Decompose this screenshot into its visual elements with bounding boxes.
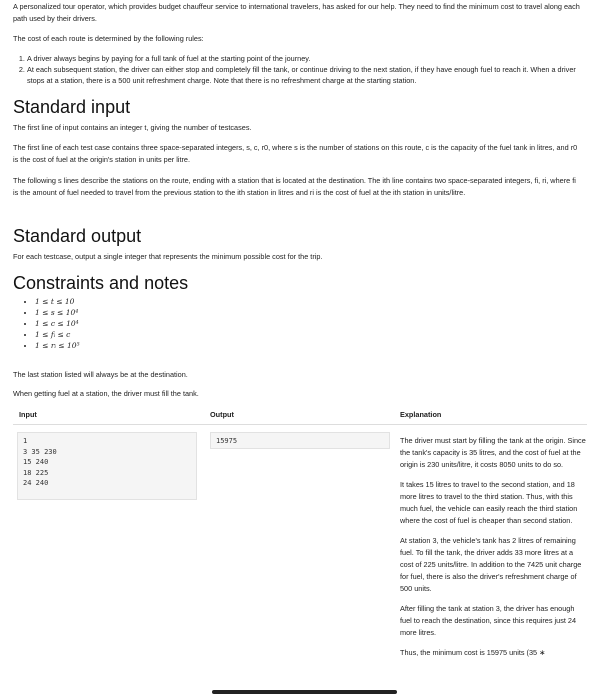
- explanation-text: [400, 435, 587, 667]
- input-paragraph-2: The first line of each test case contains three space-separated integers, s, c, r0, where s is the number of stations on this route, c is the capacity of the fuel tank in litres, and r0 is the cost of fuel at the origin's station in units per litre.: [13, 143, 578, 164]
- input-paragraph-3: The following s lines describe the stations on the route, ending with a station that is located at the destination. The ith line contains two space-separated integers, fi, ri, where fi is the amount of fuel needed to travel from the previous station to the ith station in litres and ri is the cost of fuel at the ith station in units/litre.: [13, 176, 576, 197]
- explanation-paragraph: Thus, the minimum cost is 15975 units (35 ∗: [400, 648, 546, 657]
- horizontal-scrollbar[interactable]: [212, 690, 397, 694]
- rule-item: 2. At each subsequent station, the driver can either stop and completely fill the tank, or continue driving to the next station, if they have enough fuel to reach it. When a driver stops at a station, there is a 500 unit refreshment charge. Note that there is no refreshment charge at the starting station.: [27, 64, 592, 86]
- explanation-paragraph: At station 3, the vehicle's tank has 2 litres of remaining fuel. To fill the tank, the driver adds 33 more litres at a cost of 225 units/litre. In addition to the 7425 unit charge for fuel, there is also the driver's refreshment charge of 500 units.: [400, 536, 582, 593]
- constraint-item: • 1 ≤ rᵢ ≤ 10⁵: [35, 340, 80, 351]
- input-column-header: Input: [19, 410, 37, 419]
- constraints-heading: Constraints and notes: [13, 273, 189, 293]
- rules-list: [13, 53, 592, 86]
- explanation-paragraph: It takes 15 litres to travel to the second station, and 18 more litres to travel to the third station. Thus, with this much fuel, the vehicle can easily reach the third station where the cost of fuel is cheaper than second station.: [400, 480, 578, 525]
- sample-output-box[interactable]: 15975: [210, 432, 390, 449]
- header-divider: [13, 424, 587, 425]
- constraint-item: • 1 ≤ t ≤ 10: [35, 296, 80, 307]
- constraint-note-1: The last station listed will always be at the destination.: [13, 370, 188, 379]
- sample-input-box[interactable]: 1 3 35 230 15 240 18 225 24 240: [17, 432, 197, 500]
- rule-item: 1. A driver always begins by paying for a full tank of fuel at the starting point of the journey.: [27, 53, 592, 64]
- rules-intro: The cost of each route is determined by the following rules:: [13, 34, 204, 43]
- standard-input-heading: Standard input: [13, 97, 131, 117]
- constraint-item: • 1 ≤ s ≤ 10⁴: [35, 307, 80, 318]
- intro-paragraph: A personalized tour operator, which provides budget chauffeur service to international travelers, has asked for our help. They need to find the minimum cost to travel along each path used by their drivers.: [13, 2, 580, 23]
- constraint-item: • 1 ≤ fᵢ ≤ c: [35, 329, 80, 340]
- explanation-paragraph: The driver must start by filling the tank at the origin. Since the tank's capacity is 35 litres, and the cost of fuel at the origin is 230 units/litre, it costs 8050 units to do so.: [400, 436, 586, 469]
- constraints-list: [13, 296, 80, 351]
- constraint-note-2: When getting fuel at a station, the driver must fill the tank.: [13, 389, 199, 398]
- standard-output-heading: Standard output: [13, 226, 142, 246]
- output-column-header: Output: [210, 410, 234, 419]
- explanation-column-header: Explanation: [400, 410, 442, 419]
- explanation-paragraph: After filling the tank at station 3, the driver has enough fuel to reach the destination, since this requires just 24 more litres.: [400, 604, 577, 637]
- input-paragraph-1: The first line of input contains an integer t, giving the number of testcases.: [13, 123, 252, 132]
- output-paragraph: For each testcase, output a single integer that represents the minimum possible cost for the trip.: [13, 252, 323, 261]
- constraint-item: • 1 ≤ c ≤ 10⁴: [35, 318, 80, 329]
